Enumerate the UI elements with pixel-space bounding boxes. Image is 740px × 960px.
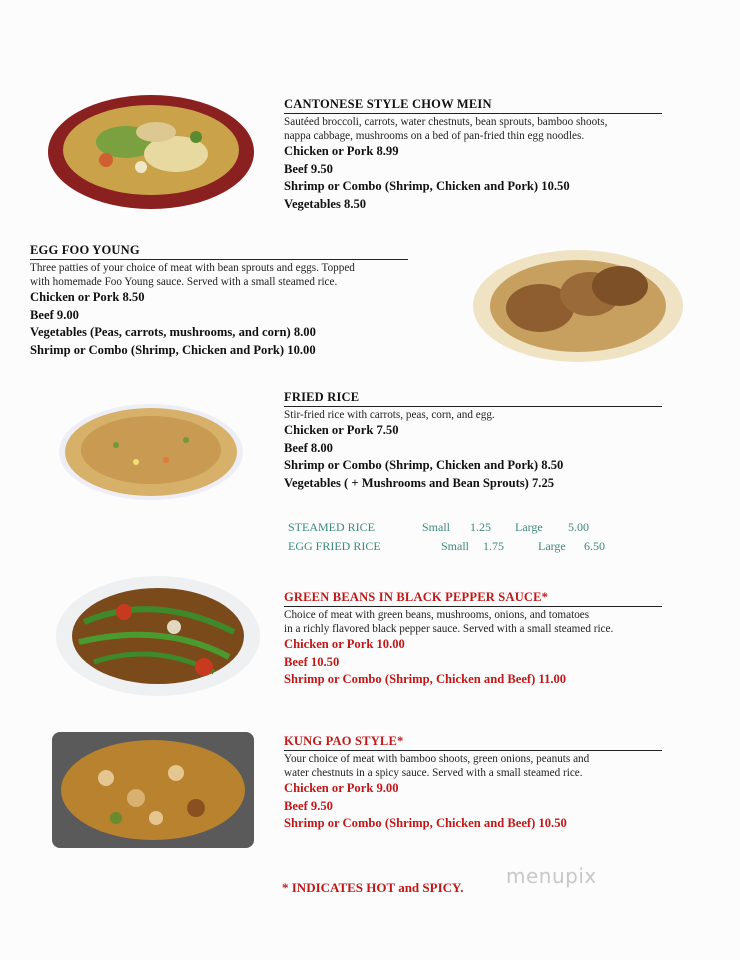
egg-fried-rice-small-price: 1.75 [483,539,504,553]
green-beans-price-1: Chicken or Pork 10.00 [284,637,405,651]
fried-rice-desc-1: Stir-fried rice with carrots, peas, corn, and egg. [284,409,495,421]
steamed-rice-small-price: 1.25 [470,520,491,534]
green-beans-desc-2: in a richly flavored black pepper sauce. Served with a small steamed rice. [284,623,614,635]
menupix-watermark: menupix [506,864,597,888]
kung-pao-desc-1: Your choice of meat with bamboo shoots, green onions, peanuts and [284,753,590,765]
chow-mein-price-4: Vegetables 8.50 [284,196,367,211]
fried-rice-price-3: Shrimp or Combo (Shrimp, Chicken and Pork) 8.50 [284,458,564,472]
chow-mein-desc-1: Sautéed broccoli, carrots, water chestnuts, bean sprouts, bamboo shoots, [284,116,608,128]
kung-pao-section [284,734,662,833]
hot-spicy-note: * INDICATES HOT and SPICY. [282,880,464,895]
green-beans-desc-1: Choice of meat with green beans, mushrooms, onions, and tomatoes [284,609,590,621]
egg-foo-young-title: EGG FOO YOUNG [30,243,408,260]
green-beans-section [284,590,662,689]
fried-rice-section [284,390,662,492]
fried-rice-price-1: Chicken or Pork 7.50 [284,423,399,437]
chow-mein-section [284,97,662,213]
kung-pao-title: KUNG PAO STYLE* [284,734,662,751]
rice-sides [288,520,648,560]
green-beans-photo [54,572,262,700]
chow-mein-title: CANTONESE STYLE CHOW MEIN [284,97,662,114]
egg-fried-rice-small-label: Small [441,539,470,553]
egg-foo-young-price-4: Shrimp or Combo (Shrimp, Chicken and Pork) 10.00 [30,342,316,357]
egg-foo-young-photo [470,246,686,368]
green-beans-title: GREEN BEANS IN BLACK PEPPER SAUCE* [284,590,662,607]
kung-pao-price-3: Shrimp or Combo (Shrimp, Chicken and Beef) 10.50 [284,816,567,830]
green-beans-price-3: Shrimp or Combo (Shrimp, Chicken and Beef) 11.00 [284,672,567,686]
steamed-rice-large-price: 5.00 [568,520,589,534]
chow-mein-price-3: Shrimp or Combo (Shrimp, Chicken and Pork) 10.50 [284,179,570,193]
egg-foo-young-desc-1: Three patties of your choice of meat with bean sprouts and eggs. Topped [30,262,355,274]
fried-rice-photo [56,400,246,504]
chow-mein-price-1: Chicken or Pork 8.99 [284,144,399,158]
chow-mein-desc-2: nappa cabbage, mushrooms on a bed of pan-fried thin egg noodles. [284,130,585,142]
green-beans-price-2: Beef 10.50 [284,654,340,669]
fried-rice-price-2: Beef 8.00 [284,440,333,455]
chow-mein-price-2: Beef 9.50 [284,161,333,176]
egg-fried-rice-name: EGG FRIED RICE [288,539,381,553]
kung-pao-price-2: Beef 9.50 [284,798,333,813]
fried-rice-price-4: Vegetables ( + Mushrooms and Bean Sprouts) 7.25 [284,475,555,490]
steamed-rice-large-label: Large [515,520,543,534]
kung-pao-desc-2: water chestnuts in a spicy sauce. Served with a small steamed rice. [284,767,583,779]
fried-rice-title: FRIED RICE [284,390,662,407]
egg-fried-rice-large-label: Large [538,539,566,553]
egg-foo-young-price-3: Vegetables (Peas, carrots, mushrooms, and corn) 8.00 [30,325,316,339]
egg-foo-young-price-1: Chicken or Pork 8.50 [30,290,145,304]
egg-fried-rice-large-price: 6.50 [584,539,605,553]
egg-foo-young-desc-2: with homemade Foo Young sauce. Served with a small steamed rice. [30,276,338,288]
kung-pao-price-1: Chicken or Pork 9.00 [284,781,399,795]
kung-pao-photo [46,728,260,852]
egg-foo-young-price-2: Beef 9.00 [30,307,79,322]
egg-foo-young-section [30,243,408,359]
steamed-rice-name: STEAMED RICE [288,520,375,534]
chow-mein-photo [46,92,256,212]
steamed-rice-small-label: Small [422,520,451,534]
